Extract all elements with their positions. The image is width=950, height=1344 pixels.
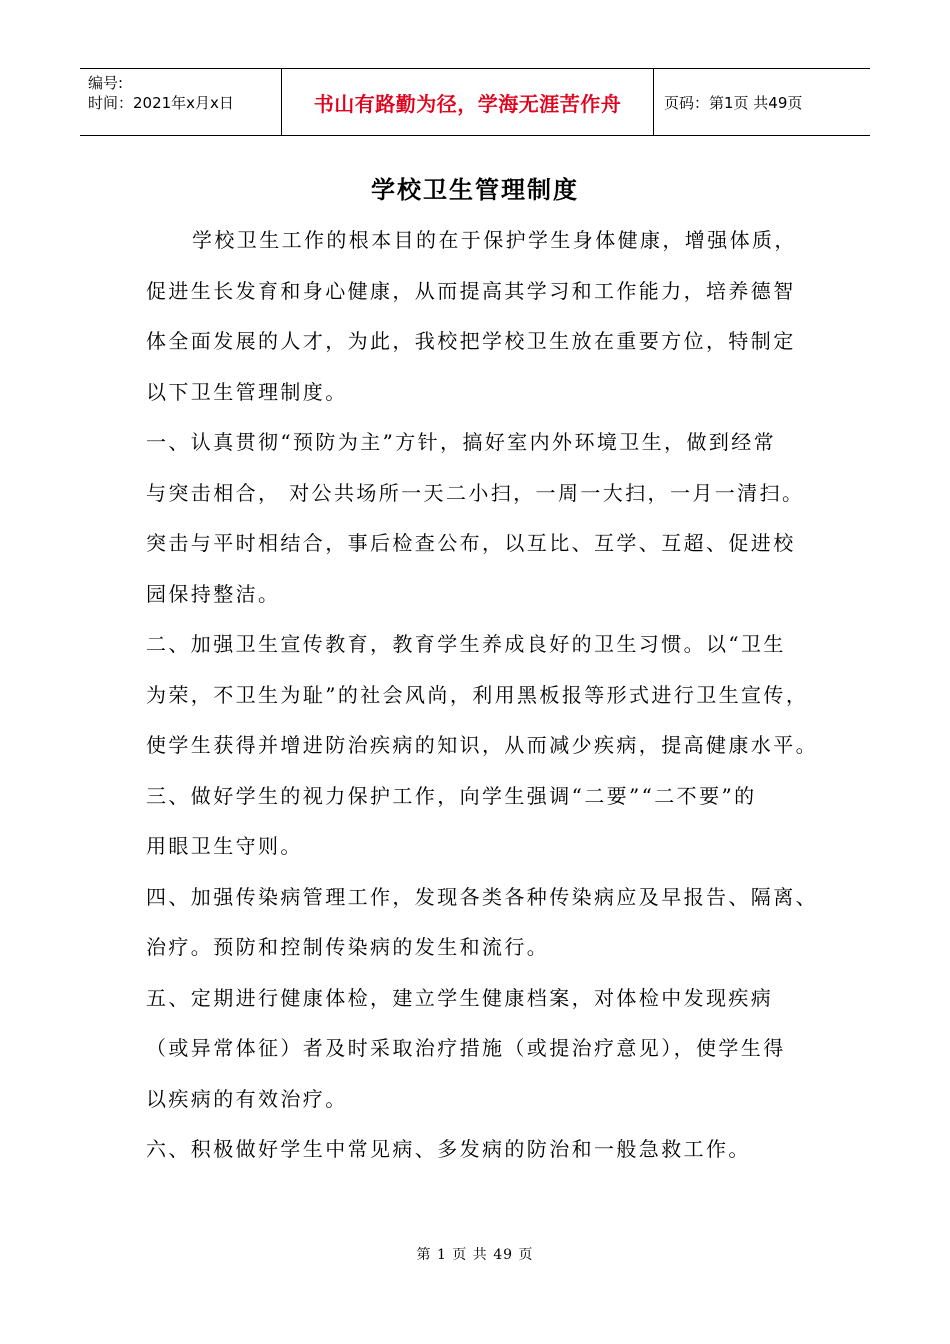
body-line: 用眼卫生守则。 bbox=[146, 834, 303, 858]
document-body bbox=[146, 215, 816, 1175]
body-line: 五、定期进行健康体检，建立学生健康档案，对体检中发现疾病 bbox=[146, 985, 774, 1010]
body-line: 学校卫生工作的根本目的在于保护学生身体健康，增强体质， bbox=[192, 228, 797, 252]
body-line: 与突击相合， 对公共场所一天二小扫，一周一大扫，一月一清扫。 bbox=[146, 480, 805, 505]
page-footer: 第 1 页 共 49 页 bbox=[416, 1247, 534, 1263]
body-line: 六、积极做好学生中常见病、多发病的防治和一般急救工作。 bbox=[146, 1137, 751, 1161]
document-time: 时间：2021年x月x日 bbox=[88, 94, 234, 112]
body-line: 一、认真贯彻“预防为主”方针，搞好室内外环境卫生，做到经常 bbox=[146, 430, 777, 454]
body-line: 治疗。预防和控制传染病的发生和流行。 bbox=[146, 935, 550, 959]
page-header bbox=[80, 68, 870, 136]
body-line: 园保持整洁。 bbox=[146, 581, 281, 606]
body-line: 四、加强传染病管理工作，发现各类各种传染病应及早报告、隔离、 bbox=[146, 884, 818, 909]
body-line: 体全面发展的人才，为此，我校把学校卫生放在重要方位，特制定 bbox=[146, 329, 796, 353]
body-line: 突击与平时相结合，事后检查公布，以互比、互学、互超、促进校 bbox=[146, 531, 796, 555]
body-line: 使学生获得并增进防治疾病的知识，从而减少疾病，提高健康水平。 bbox=[146, 733, 818, 757]
body-line: 为荣，不卫生为耻”的社会风尚，利用黑板报等形式进行卫生宣传， bbox=[146, 682, 809, 707]
document-number-label: 编号: bbox=[88, 74, 124, 92]
body-line: 三、做好学生的视力保护工作，向学生强调“二要”“二不要”的 bbox=[146, 783, 757, 808]
body-line: 二、加强卫生宣传教育，教育学生养成良好的卫生习惯。以“卫生 bbox=[146, 632, 786, 656]
header-page-info: 页码：第1页 共49页 bbox=[664, 93, 803, 112]
document-title: 学校卫生管理制度 bbox=[371, 175, 579, 204]
header-slogan: 书山有路勤为径，学海无涯苦作舟 bbox=[282, 69, 654, 135]
header-meta bbox=[80, 69, 282, 135]
body-line: 以疾病的有效治疗。 bbox=[146, 1086, 348, 1111]
body-line: 以下卫生管理制度。 bbox=[146, 379, 348, 404]
body-line: 促进生长发育和身心健康，从而提高其学习和工作能力，培养德智 bbox=[146, 278, 796, 303]
body-line: （或异常体征）者及时采取治疗措施（或提治疗意见），使学生得 bbox=[146, 1036, 786, 1060]
